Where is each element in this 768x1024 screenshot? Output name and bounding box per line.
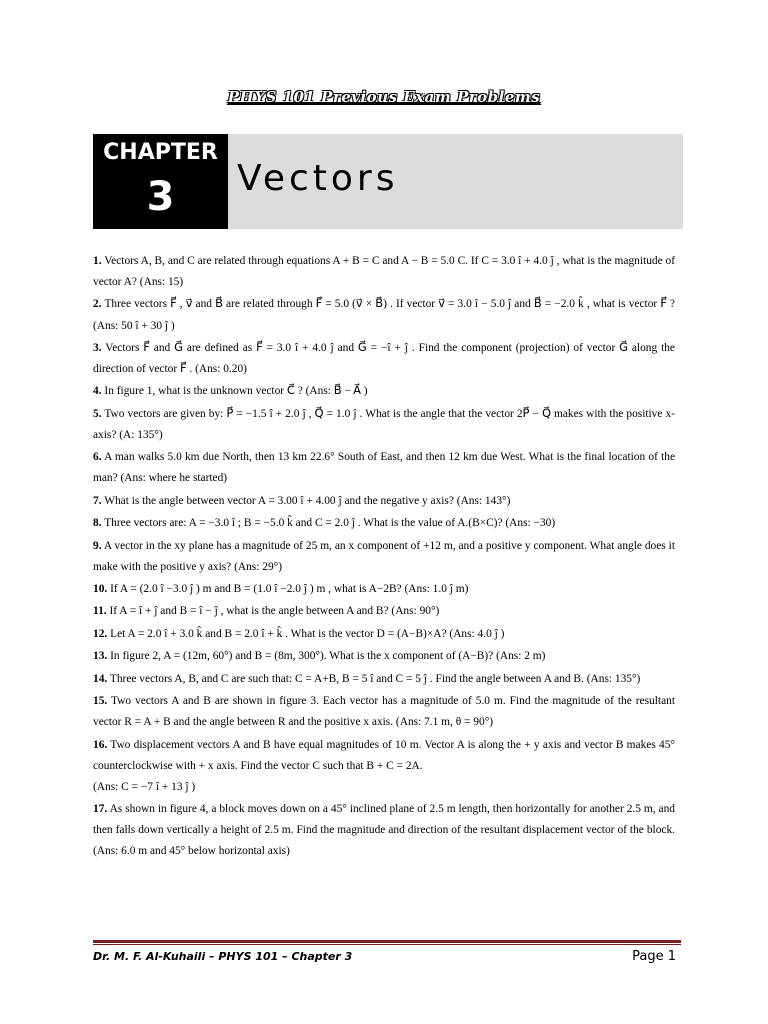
problem-number: 9. [93, 539, 102, 552]
problem-text: Three vectors are: A = −3.0 î ; B = −5.0 k̂ and C = 2.0 ĵ . What is the value of A.(B×C)? (Ans: −30) [104, 517, 556, 530]
problem-text: Vectors F⃗ and G⃗ are defined as F⃗ = 3.0 î + 4.0 ĵ and G⃗ = −î + ĵ . Find the component (projection) of vector G⃗ along the direction of vector F⃗ . (Ans: 0.20) [93, 341, 675, 376]
problem-item [93, 624, 675, 645]
problem-item [93, 669, 675, 690]
problem-item [93, 646, 675, 667]
problem-item [93, 579, 675, 600]
problem-text: As shown in figure 4, a block moves down on a 45° inclined plane of 2.5 m length, then horizontally for another 2.5 m, and then falls down vertically a height of 2.5 m. Find the magnitude and direction of the resultant displacement vector of the block. (Ans: 6.0 m and 45° below horizontal axis) [93, 803, 675, 858]
chapter-badge [93, 134, 228, 229]
problem-text: Vectors A, B, and C are related through equations A + B = C and A − B = 5.0 C. If C = 3.0 î + 4.0 ĵ , what is the magnitude of vector A? (Ans: 15) [93, 255, 675, 289]
problem-item [93, 735, 675, 798]
problem-text: If A = (2.0 î −3.0 ĵ ) m and B = (1.0 î −2.0 ĵ ) m , what is A−2B? (Ans: 1.0 ĵ m) [110, 583, 469, 596]
problem-number: 16. [93, 738, 108, 751]
problem-item [93, 513, 675, 534]
problem-text: In figure 1, what is the unknown vector C⃗ ? (Ans: B⃗ − A⃗ ) [104, 385, 368, 398]
problem-item [93, 536, 675, 578]
footer-divider-thin [93, 944, 681, 945]
problem-number: 10. [93, 583, 108, 596]
chapter-label: CHAPTER [103, 140, 218, 165]
problem-number: 12. [93, 627, 108, 640]
problem-number: 14. [93, 672, 108, 685]
problem-number: 3. [93, 341, 102, 354]
document-header-title: PHYS 101 Previous Exam Problems [227, 88, 541, 106]
problem-text: Let A = 2.0 î + 3.0 k̂ and B = 2.0 î + k̂ . What is the vector D = (A−B)×A? (Ans: 4.0 ĵ ) [110, 627, 505, 640]
problem-number: 5. [93, 407, 102, 420]
problem-text: A vector in the xy plane has a magnitude of 25 m, an x component of +12 m, and a positive y component. What angle does it make with the positive y axis? (Ans: 29°) [93, 539, 675, 573]
footer-divider [93, 940, 681, 943]
problem-number: 1. [93, 255, 102, 267]
problem-text: Three vectors F⃗ , v⃗ and B⃗ are related through F⃗ = 5.0 (v⃗ × B⃗) . If vector v⃗ = 3.0 î − 5.0 ĵ and B⃗ = −2.0 k̂ , what is vector F⃗ ? (Ans: 50 î + 30 ĵ ) [93, 298, 675, 332]
problem-text: In figure 2, A = (12m, 60°) and B = (8m, 300°). What is the x component of (A−B)? (Ans: 2 m) [110, 650, 546, 663]
problem-number: 7. [93, 494, 102, 507]
problem-item [93, 294, 675, 336]
footer-author: Dr. M. F. Al-Kuhaili – PHYS 101 – Chapter 3 [93, 950, 353, 963]
problem-number: 4. [93, 385, 102, 398]
problem-item [93, 601, 675, 622]
problem-item [93, 381, 675, 402]
problem-text: A man walks 5.0 km due North, then 13 km 22.6° South of East, and then 12 km due West. What is the final location of the man? (Ans: where he started) [93, 451, 675, 485]
problem-text: Two vectors are given by: P⃗ = −1.5 î + 2.0 ĵ , Q⃗ = 1.0 ĵ . What is the angle that the vector 2P⃗ − Q⃗ makes with the positive x-axis? (A: 135°) [93, 407, 675, 441]
problem-number: 6. [93, 451, 102, 464]
problem-number: 15. [93, 695, 108, 708]
problem-text: If A = î + ĵ and B = î − ĵ , what is the angle between A and B? (Ans: 90°) [109, 605, 440, 618]
problem-item [93, 799, 675, 862]
problem-item [93, 338, 675, 380]
problem-text: Three vectors A, B, and C are such that: C = A+B, B = 5 î and C = 5 ĵ . Find the angle between A and B. (Ans: 135°) [109, 672, 641, 685]
problem-text: Two displacement vectors A and B have equal magnitudes of 10 m. Vector A is along the + y axis and vector B makes 45° counterclockwise with + x axis. Find the vector C such that B + C = 2A. [93, 738, 675, 772]
problem-text: What is the angle between vector A = 3.00 î + 4.00 ĵ and the negative y axis? (Ans: 143°) [104, 494, 511, 507]
chapter-title: Vectors [237, 158, 399, 199]
problem-number: 11. [93, 605, 107, 618]
problem-number: 2. [93, 298, 102, 311]
chapter-number: 3 [146, 174, 175, 220]
problem-text: Two vectors A and B are shown in figure 3. Each vector has a magnitude of 5.0 m. Find the magnitude of the resultant vector R = A + B and the angle between R and the positive x axis. (Ans: 7.1 m, θ = 90°) [93, 695, 675, 729]
problem-list [93, 251, 675, 864]
problem-answer: (Ans: C = −7 î + 13 ĵ ) [93, 780, 196, 793]
page-number: Page 1 [632, 949, 676, 964]
problem-item [93, 691, 675, 733]
problem-item [93, 491, 675, 512]
problem-item [93, 251, 675, 293]
problem-item [93, 404, 675, 446]
problem-number: 13. [93, 650, 108, 663]
problem-number: 17. [93, 803, 108, 816]
problem-number: 8. [93, 517, 102, 530]
problem-item [93, 447, 675, 489]
